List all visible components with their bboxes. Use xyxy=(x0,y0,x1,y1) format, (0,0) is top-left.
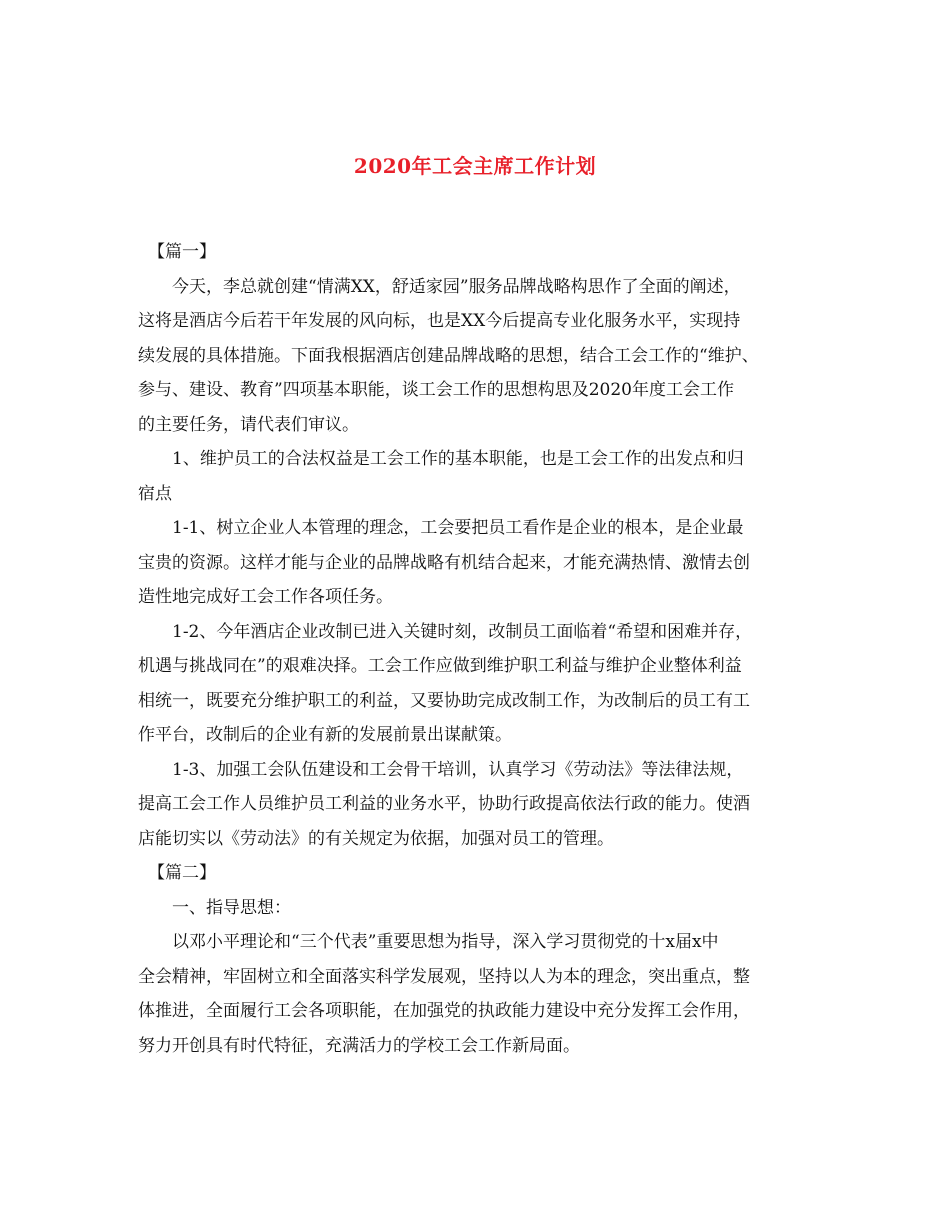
paragraph-line: 1-1、树立企业人本管理的理念，工会要把员工看作是企业的根本，是企业最 xyxy=(172,518,744,538)
paragraph-line: 参与、建设、教育”四项基本职能，谈工会工作的思想构思及2020年度工会工作 xyxy=(138,380,734,400)
paragraph-line: 续发展的具体措施。下面我根据酒店创建品牌战略的思想，结合工会工作的“维护、 xyxy=(138,345,759,366)
section-heading: 【篇一】 xyxy=(148,242,216,262)
section-heading: 【篇二】 xyxy=(148,863,216,883)
paragraph-line: 这将是酒店今后若干年发展的风向标，也是XX今后提高专业化服务水平，实现持 xyxy=(138,311,741,331)
paragraph-line: 体推进，全面履行工会各项职能，在加强党的执政能力建设中充分发挥工会作用， xyxy=(138,1001,750,1021)
paragraph-line: 全会精神，牢固树立和全面落实科学发展观，坚持以人为本的理念，突出重点，整 xyxy=(138,966,750,987)
paragraph-line: 作平台，改制后的企业有新的发展前景出谋献策。 xyxy=(138,725,512,745)
paragraph-line: 以邓小平理论和“三个代表”重要思想为指导，深入学习贯彻党的十x届x中 xyxy=(172,932,719,952)
paragraph-line: 一、指导思想： xyxy=(172,897,291,918)
paragraph-line: 努力开创具有时代特征，充满活力的学校工会工作新局面。 xyxy=(138,1035,580,1056)
paragraph-line: 店能切实以《劳动法》的有关规定为依据，加强对员工的管理。 xyxy=(138,828,614,849)
paragraph-line: 1、维护员工的合法权益是工会工作的基本职能，也是工会工作的出发点和归 xyxy=(172,449,744,469)
paragraph-line: 宿点 xyxy=(138,483,172,504)
paragraph-line: 提高工会工作人员维护员工利益的业务水平，协助行政提高依法行政的能力。使酒 xyxy=(138,794,750,814)
paragraph-line: 今天，李总就创建“情满XX，舒适家园”服务品牌战略构思作了全面的阐述， xyxy=(172,276,741,297)
paragraph-line: 相统一，既要充分维护职工的利益，又要协助完成改制工作，为改制后的员工有工 xyxy=(138,690,750,711)
document-title: 2020年工会主席工作计划 xyxy=(353,154,597,178)
paragraph-line: 造性地完成好工会工作各项任务。 xyxy=(138,587,393,607)
paragraph-line: 宝贵的资源。这样才能与企业的品牌战略有机结合起来，才能充满热情、激情去创 xyxy=(138,552,750,573)
document-body xyxy=(138,235,818,1063)
paragraph-line: 1-2、今年酒店企业改制已进入关键时刻，改制员工面临着“希望和困难并存， xyxy=(172,621,753,642)
paragraph-line: 机遇与挑战同在”的艰难决择。工会工作应做到维护职工利益与维护企业整体利益 xyxy=(138,656,742,676)
paragraph-line: 1-3、加强工会队伍建设和工会骨干培训，认真学习《劳动法》等法律法规， xyxy=(172,759,744,780)
paragraph-line: 的主要任务，请代表们审议。 xyxy=(138,414,359,435)
